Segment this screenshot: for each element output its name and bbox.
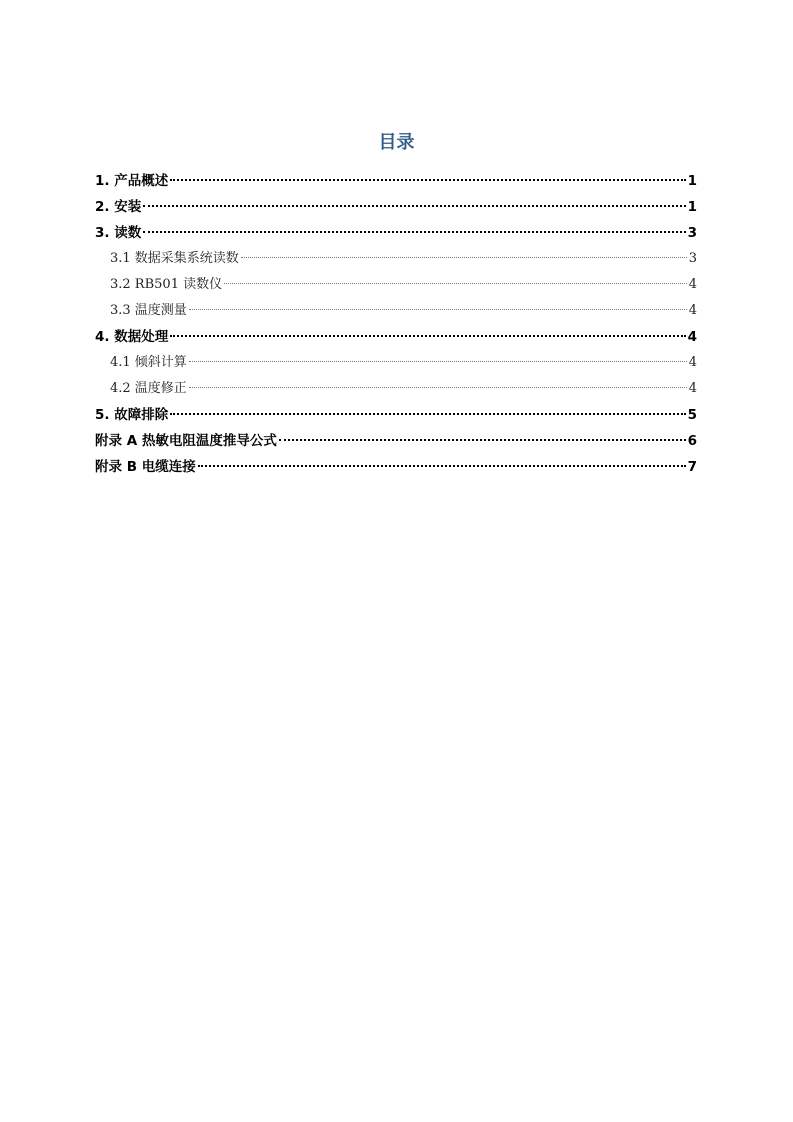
toc-page-number: 4 [688,355,697,370]
toc-entry-tilt-calculation[interactable] [95,350,697,376]
toc-entry-text: 3.2 RB501 读数仪 [110,277,223,292]
toc-page-number: 4 [688,303,697,318]
toc-page-number: 3 [687,225,697,241]
toc-leader-dots [198,465,686,467]
toc-page-number: 3 [688,251,697,266]
toc-leader-dots [189,387,687,388]
toc-entry-text: 1. 产品概述 [95,173,169,189]
toc-entry-temperature-correction[interactable] [95,376,697,402]
toc-entry-installation[interactable] [95,194,697,220]
toc-leader-dots [143,231,685,233]
toc-entry-data-processing[interactable] [95,324,697,350]
toc-page-number: 5 [687,407,697,423]
toc-entry-text: 4.1 倾斜计算 [110,355,187,370]
toc-leader-dots [170,413,685,415]
toc-page-number: 6 [687,433,697,449]
toc-entry-text: 2. 安装 [95,199,142,215]
toc-leader-dots [143,205,685,207]
toc-entry-text: 4.2 温度修正 [110,381,187,396]
toc-entry-text: 5. 故障排除 [95,407,169,423]
toc-entry-rb501-readout[interactable] [95,272,697,298]
table-of-contents [95,168,697,480]
toc-entry-text: 附录 B 电缆连接 [95,459,196,475]
toc-entry-troubleshooting[interactable] [95,402,697,428]
toc-entry-text: 附录 A 热敏电阻温度推导公式 [95,433,277,449]
toc-page-number: 4 [688,277,697,292]
toc-entry-text: 3.3 温度测量 [110,303,187,318]
toc-entry-appendix-a[interactable] [95,428,697,454]
toc-entry-reading[interactable] [95,220,697,246]
toc-page-number: 4 [687,329,697,345]
toc-leader-dots [241,257,687,258]
toc-entry-product-overview[interactable] [95,168,697,194]
toc-entry-daq-reading[interactable] [95,246,697,272]
toc-leader-dots [170,179,685,181]
toc-leader-dots [279,439,686,441]
toc-page-number: 1 [687,199,697,215]
toc-entry-temperature-measurement[interactable] [95,298,697,324]
toc-page-number: 7 [687,459,697,475]
toc-entry-text: 3. 读数 [95,225,142,241]
toc-entry-appendix-b[interactable] [95,454,697,480]
toc-page-number: 1 [687,173,697,189]
toc-entry-text: 4. 数据处理 [95,329,169,345]
toc-page-number: 4 [688,381,697,396]
toc-leader-dots [189,309,687,310]
toc-leader-dots [170,335,685,337]
toc-title: 目录 [378,132,415,153]
toc-leader-dots [189,361,687,362]
toc-leader-dots [224,283,687,284]
toc-entry-text: 3.1 数据采集系统读数 [110,251,239,266]
